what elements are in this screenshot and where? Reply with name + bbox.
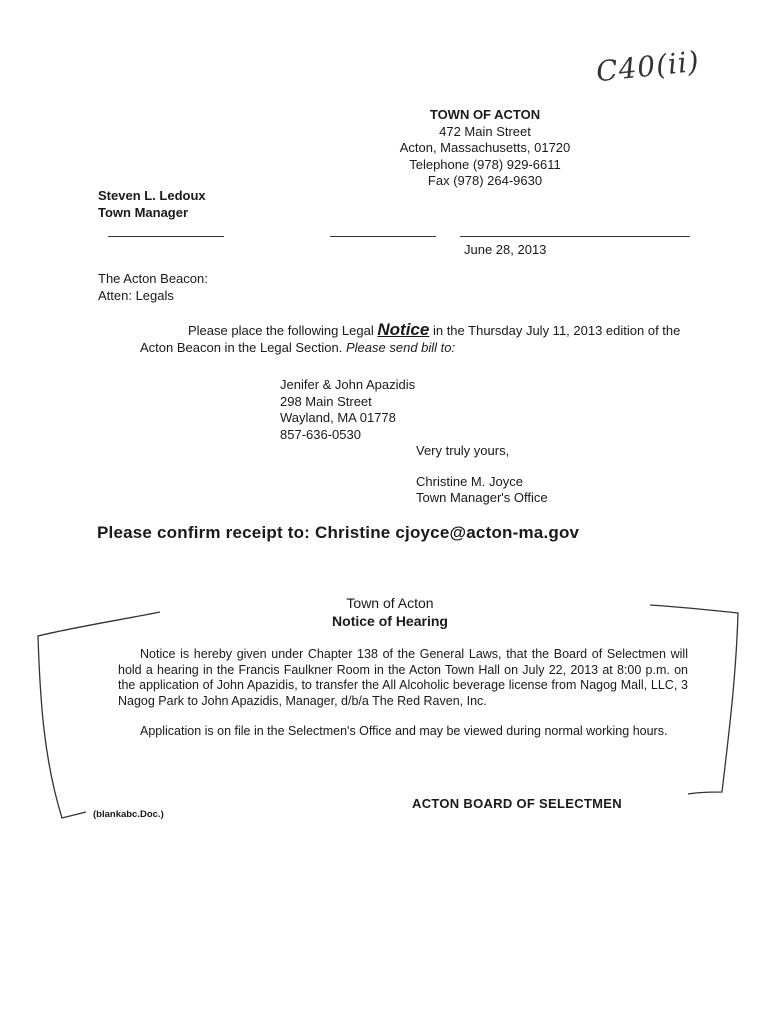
bill-to-address <box>280 377 415 443</box>
manager-name: Steven L. Ledoux <box>98 188 206 203</box>
letterhead-fax: Fax (978) 264-9630 <box>427 173 543 188</box>
manager-block <box>98 188 206 221</box>
letterhead-telephone: Telephone (978) 929-6611 <box>409 156 561 172</box>
bill-to-phone: 857-636-0530 <box>280 426 361 442</box>
hearing-title: Town of Acton <box>346 595 434 611</box>
letterhead-title: TOWN OF ACTON <box>429 107 541 122</box>
closing-office: Town Manager's Office <box>416 490 548 505</box>
request-text-start: Please place the following Legal <box>188 323 374 338</box>
letterhead <box>360 107 610 190</box>
header-rule-right <box>460 236 690 237</box>
hearing-paragraph-1: Notice is hereby given under Chapter 138 of the General Laws, that the Board of Selectmen will hold a hearing in the Francis Faulkner Room in the Acton Town Hall on July 22, 2013 at 8:00 p.m. on the application of John Apazidis, to transfer the All Alcoholic beverage license from Nagog Mall, LLC, 3 Nagog Park to John Apazidis, Manager, d/b/a The Red Raven, Inc. <box>118 647 688 708</box>
letterhead-city: Acton, Massachusetts, 01720 <box>399 140 571 155</box>
request-paragraph <box>140 321 700 356</box>
closing-block <box>416 443 548 507</box>
hearing-body <box>118 647 688 755</box>
recipient-name: The Acton Beacon: <box>98 271 208 286</box>
header-rule-left <box>108 236 224 237</box>
bill-to-street: 298 Main Street <box>280 393 372 409</box>
hearing-subtitle: Notice of Hearing <box>332 613 448 629</box>
notice-word: Notice <box>377 320 430 339</box>
manager-title: Town Manager <box>98 204 189 220</box>
bill-to-name: Jenifer & John Apazidis <box>280 377 416 392</box>
footer-file-code: (blankabc.Doc.) <box>93 809 164 820</box>
recipient-attention: Atten: Legals <box>98 287 174 303</box>
closing-signer: Christine M. Joyce <box>416 473 523 489</box>
confirm-receipt-line: Please confirm receipt to: Christine cjoyce@acton-ma.gov <box>97 523 580 542</box>
handwritten-annotation: C40(ii) <box>594 44 702 89</box>
header-rule-middle <box>330 236 436 237</box>
letter-date: June 28, 2013 <box>464 242 547 257</box>
recipient-block <box>98 271 208 304</box>
bill-to-city: Wayland, MA 01778 <box>280 410 396 425</box>
hearing-paragraph-2: Application is on file in the Selectmen's Office and may be viewed during normal working hours. <box>140 724 668 739</box>
letterhead-street: 472 Main Street <box>439 123 531 139</box>
closing-salutation: Very truly yours, <box>416 443 510 458</box>
bill-note: Please send bill to: <box>346 340 456 355</box>
request-text-end: in the Thursday July 11, 2013 edition of the Acton Beacon in the Legal Section. <box>140 323 681 355</box>
board-signature: ACTON BOARD OF SELECTMEN <box>412 796 622 811</box>
hearing-heading <box>290 594 490 630</box>
